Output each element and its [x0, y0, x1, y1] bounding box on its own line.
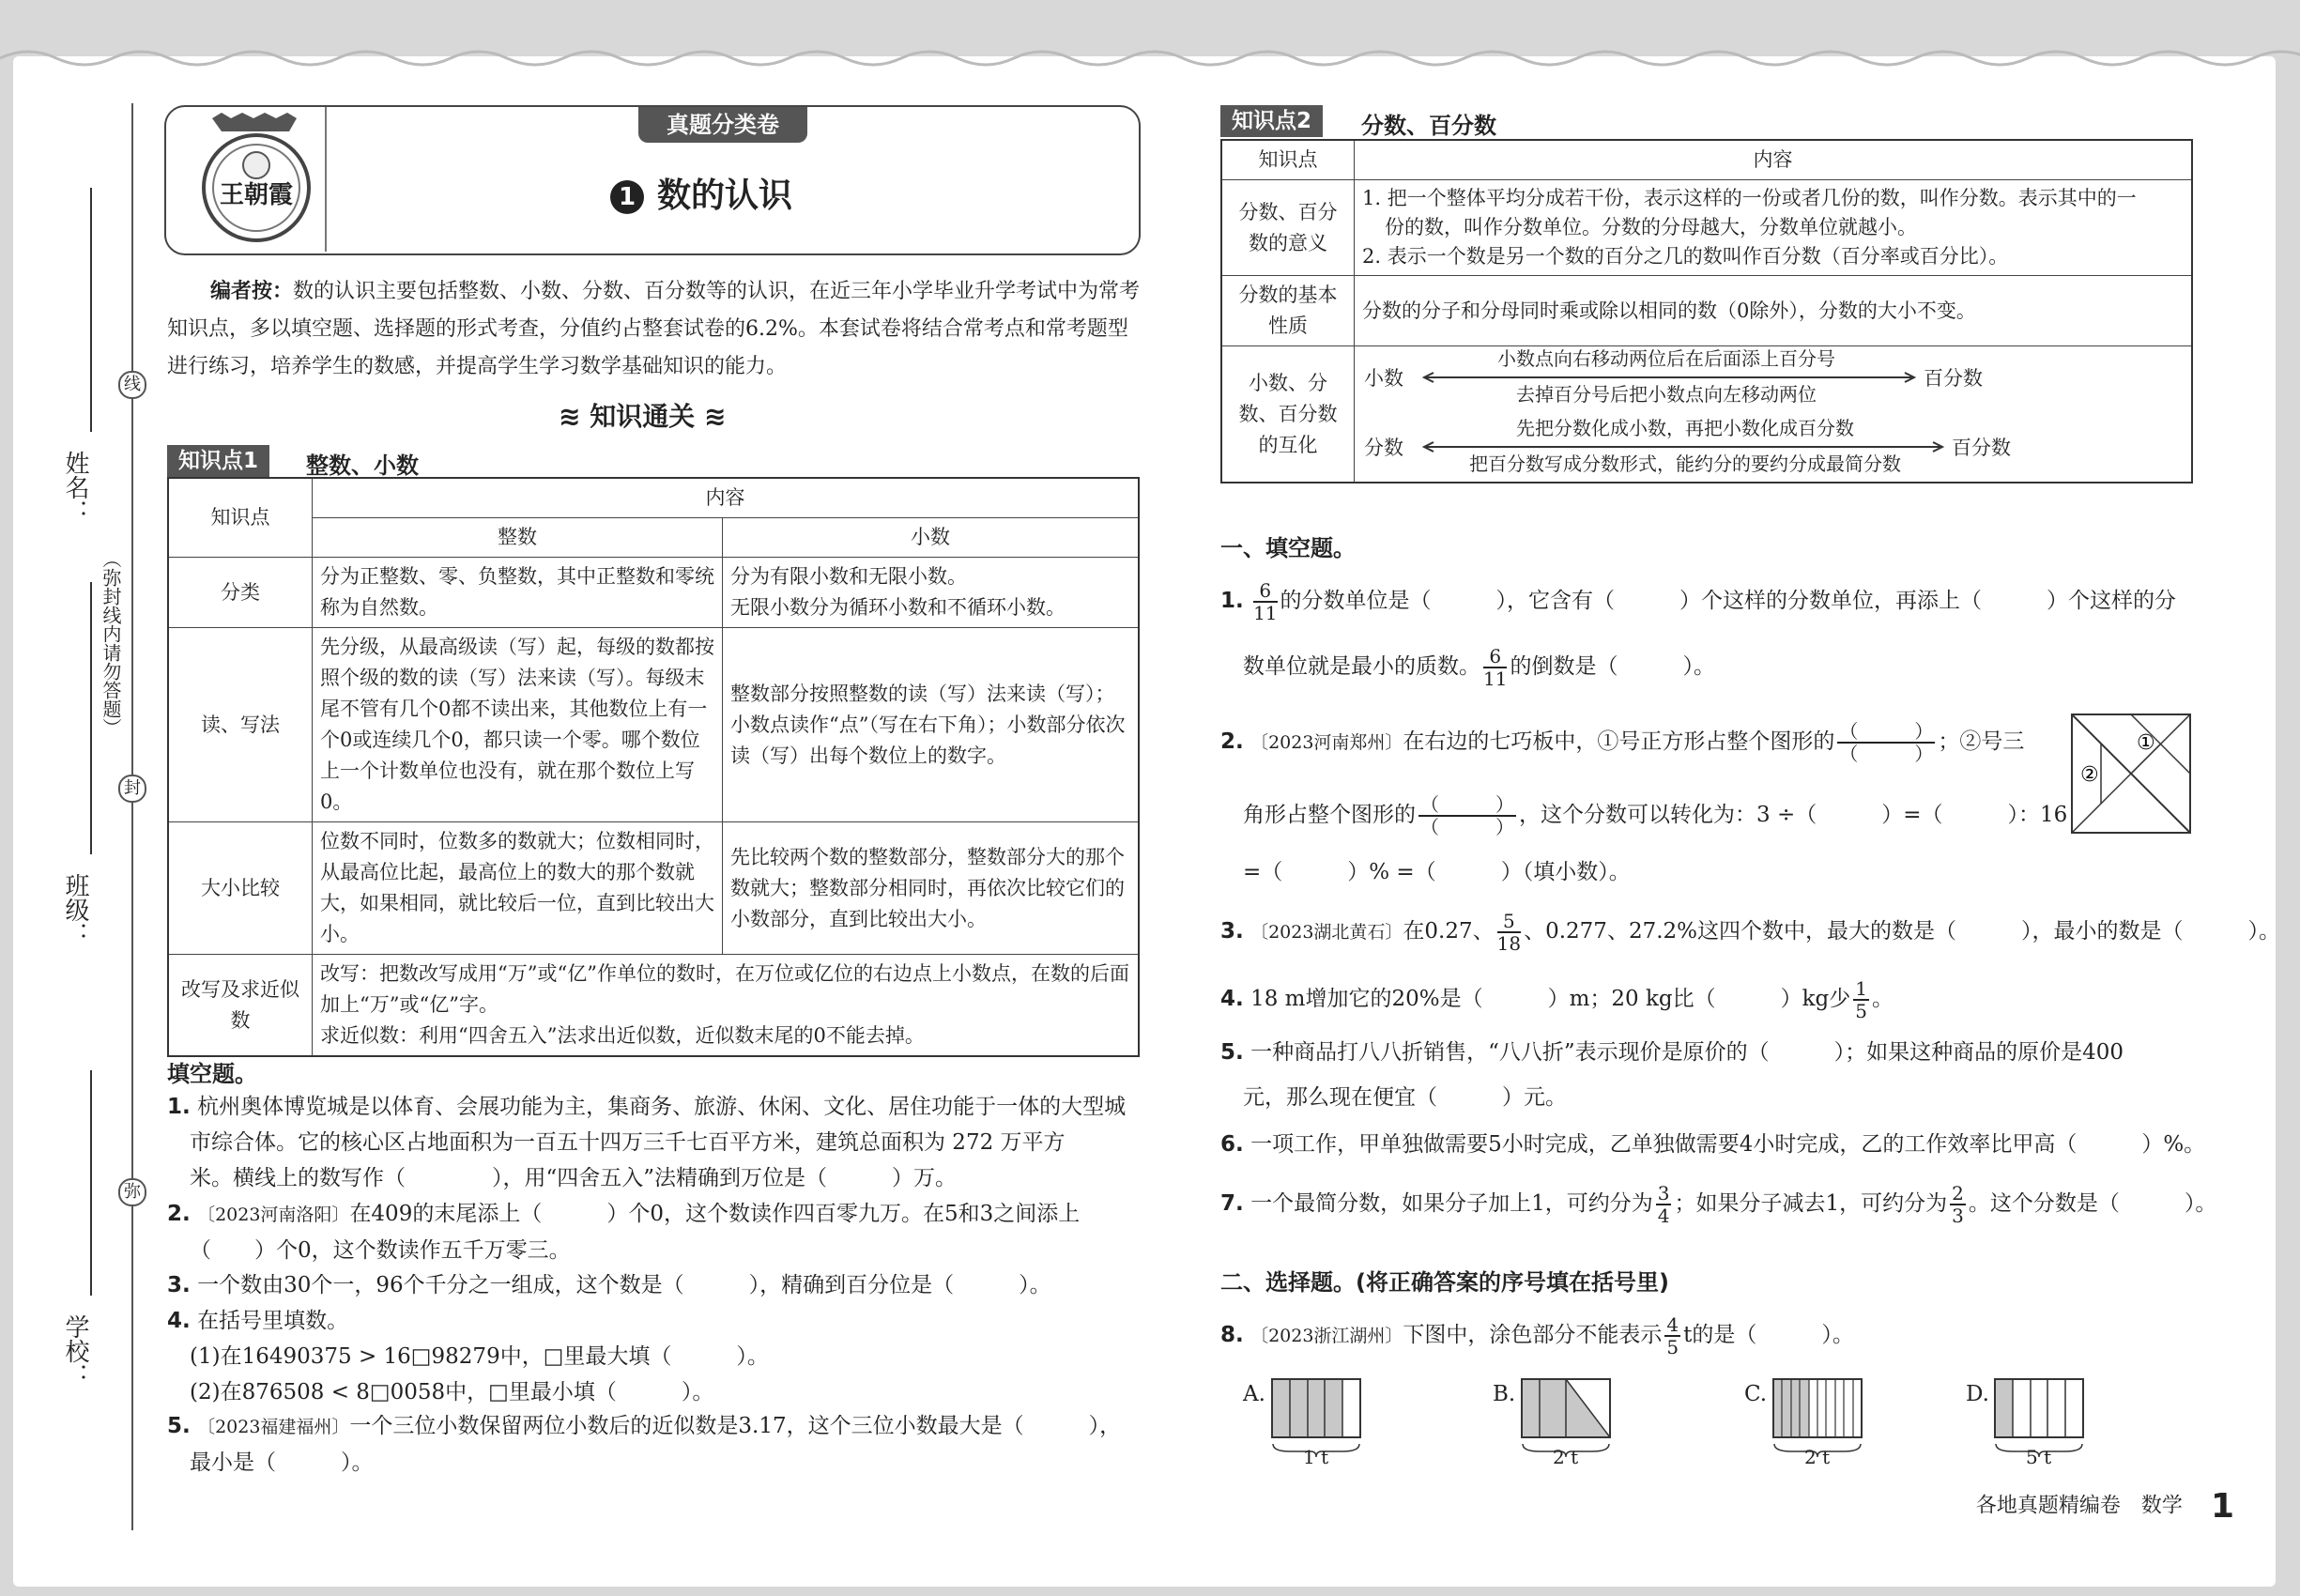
school-blank	[90, 1070, 92, 1296]
r-question-2-cont	[1243, 794, 2067, 837]
name-blank	[90, 188, 92, 432]
fraction	[1853, 978, 1869, 1021]
fraction-den: 3	[1952, 1205, 1964, 1227]
q-num: 6.	[1220, 1132, 1244, 1157]
q-text: ；②号三	[1938, 729, 2025, 754]
question-2	[167, 1196, 1080, 1268]
option-b-label[interactable]: B.	[1493, 1382, 1516, 1406]
q-source: 〔2023浙江湖州〕	[1250, 1326, 1403, 1346]
fraction-num: 6	[1253, 580, 1277, 603]
q-text: 最小是（ ）。	[190, 1450, 374, 1475]
k1-head-k: 知识点	[168, 478, 313, 558]
row-merged: 改写：把数改写成用“万”或“亿”作单位的数时，在万位或亿位的右边点上小数点，在数的后面加上“万”或“亿”字。 求近似数：利用“四舍五入”法求出近似数，近似数末尾的0不能去掉。	[313, 955, 1140, 1057]
fraction-den: 11	[1483, 668, 1508, 690]
option-c-label[interactable]: C.	[1744, 1382, 1768, 1406]
binding-line	[131, 103, 133, 1530]
row-key: 分类	[168, 558, 313, 628]
question-3	[167, 1267, 1051, 1303]
title-text: 数的认识	[657, 176, 793, 215]
svg-text:①: ①	[2137, 731, 2155, 755]
q-num: 2.	[1220, 729, 1244, 754]
intro-paragraph	[167, 272, 1143, 386]
table-row	[168, 822, 1139, 955]
q-num: 1.	[167, 1095, 191, 1119]
table-row	[168, 628, 1139, 822]
fraction	[1950, 1183, 1966, 1226]
page-number: 1	[2210, 1487, 2234, 1526]
q-text: 。	[1872, 987, 1894, 1011]
svg-text:②: ②	[2080, 763, 2099, 787]
section-heading: ≋ 知识通关 ≋	[559, 401, 727, 432]
k1-head-content: 内容	[313, 478, 1140, 518]
k2-badge: 知识点2	[1220, 105, 1323, 137]
conv-to: 百分数	[1952, 437, 2011, 459]
row-dec: 整数部分按照整数的读（写）法来读（写）；小数点读作“点”（写在右下角）；小数部分依次读（写）出每个数位上的数字。	[723, 628, 1140, 822]
r-question-1-cont	[1243, 646, 1715, 689]
q-text: 下图中，涂色部分不能表示	[1403, 1323, 1663, 1347]
svg-text:王朝霞: 王朝霞	[219, 181, 294, 209]
q-source: 〔2023湖北黄石〕	[1250, 922, 1403, 943]
r-question-1	[1220, 580, 2176, 623]
r-question-2	[1220, 721, 2024, 764]
conv-top: 小数点向右移动两位后在后面添上百分号	[1497, 347, 1835, 370]
q-text: 。这个分数是（ ）。	[1968, 1191, 2217, 1216]
option-a-caption: 1 t	[1303, 1446, 1329, 1468]
row-key: 读、写法	[168, 628, 313, 822]
k2-head-content: 内容	[1355, 140, 2193, 180]
fraction	[1253, 580, 1277, 623]
row-line: 份的数，叫作分数单位。分数的分母越大，分数单位就越小。	[1385, 216, 1917, 238]
q-text: 米。横线上的数写作（ ），用“四舍五入”法精确到万位是（ ）万。	[190, 1166, 958, 1190]
fraction	[1483, 646, 1507, 689]
k2-title: 分数、百分数	[1361, 113, 1496, 139]
footer-text: 各地真题精编卷 数学	[1975, 1494, 2183, 1518]
fraction-den: 11	[1253, 602, 1278, 624]
q-num: 1.	[1220, 589, 1244, 613]
option-b-caption: 2 t	[1553, 1446, 1579, 1468]
table-row	[1221, 180, 2192, 276]
intro-label: 编者按：	[210, 279, 294, 303]
row-line: 1. 把一个整体平均分成若干份，表示这样的一份或者几份的数，叫作分数。表示其中的一	[1362, 187, 2137, 209]
torn-edge	[0, 41, 2300, 69]
k2-table	[1220, 139, 2193, 483]
fraction-num: 3	[1657, 1182, 1670, 1205]
conv-from: 小数	[1364, 367, 1403, 390]
conv-from: 分数	[1364, 437, 1403, 459]
name-label: 姓名：	[61, 451, 89, 524]
fraction-num: 4	[1666, 1313, 1679, 1336]
q-text: 在右边的七巧板中，①号正方形占整个图形的	[1403, 729, 1835, 754]
q-text: 在0.27、	[1403, 919, 1495, 944]
page-footer	[1976, 1487, 2234, 1526]
q-num: 4.	[167, 1309, 191, 1333]
option-a-label[interactable]: A.	[1243, 1382, 1265, 1406]
row-key: 小数、分数、百分数的互化	[1221, 346, 1355, 483]
conv-top: 先把分数化成小数，再把小数化成百分数	[1516, 417, 1854, 439]
q-num: 5.	[167, 1414, 191, 1438]
q-num: 3.	[167, 1273, 191, 1297]
class-blank	[90, 582, 92, 854]
table-row	[1221, 276, 2192, 346]
row-line: 2. 表示一个数是另一个数的百分之几的数叫作百分数（百分率或百分比）。	[1362, 245, 2009, 268]
k1-table	[167, 477, 1140, 1057]
q-num: 4.	[1220, 987, 1244, 1011]
row-int: 先分级，从最高级读（写）起，每级的数都按照个级的数的读（写）法来读（写）。每级末尾不管有几个0都不读出来，其他数位上有一个0或连续几个0，都只读一个零。哪个数位上一个计数单位也没有，就在那个数位上写0。	[313, 628, 723, 822]
fraction	[1664, 1314, 1680, 1358]
r-question-4	[1220, 978, 1894, 1021]
row-key: 分数、百分数的意义	[1221, 180, 1355, 276]
fraction-num: （ ）	[1839, 720, 1934, 743]
row-dec: 分为有限小数和无限小数。 无限小数分为循环小数和不循环小数。	[723, 558, 1140, 628]
q-num: 2.	[167, 1202, 191, 1226]
option-d-label[interactable]: D.	[1966, 1382, 1989, 1406]
fraction-den: （ ）	[1839, 743, 1934, 765]
left-section-title: 填空题。	[167, 1061, 257, 1087]
q-num: 7.	[1220, 1191, 1244, 1216]
k1-badge: 知识点1	[167, 445, 269, 477]
mark-mi: 弥	[118, 1178, 146, 1206]
question-4	[167, 1303, 769, 1410]
r-question-7	[1220, 1183, 2216, 1226]
tangram-figure	[2071, 714, 2191, 834]
choice-section-title: 二、选择题。(将正确答案的序号填在括号里)	[1220, 1269, 1669, 1296]
fraction-den: 4	[1657, 1205, 1670, 1227]
r-question-6	[1220, 1127, 2205, 1162]
row-int: 位数不同时，位数多的数就大；位数相同时，从最高位比起，最高位上的数大的那个数就大，如果相同，就比较后一位，直到比较出大小。	[313, 822, 723, 955]
fill-section-title: 一、填空题。	[1220, 535, 1356, 561]
conv-bottom: 去掉百分号后把小数点向左移动两位	[1516, 383, 1817, 406]
fraction-den: 5	[1855, 1000, 1868, 1022]
q-text: 在409的末尾添上（ ）个0，这个数读作四百零九万。在5和3之间添上	[349, 1202, 1081, 1226]
row-key: 大小比较	[168, 822, 313, 955]
title-number: 1	[610, 180, 644, 214]
r-question-2-end: =（ ）% =（ ）（填小数）。	[1243, 860, 1631, 884]
q-text: 市综合体。它的核心区占地面积为一百五十四万三千七百平方米，建筑总面积为 272 万平方	[190, 1130, 1066, 1155]
option-c-caption: 2 t	[1804, 1446, 1831, 1468]
row-int: 分为正整数、零、负整数，其中正整数和零统称为自然数。	[313, 558, 723, 628]
fraction	[1497, 911, 1521, 954]
q-text: 杭州奥体博览城是以体育、会展功能为主，集商务、旅游、休闲、文化、居住功能于一体的大型城	[197, 1095, 1127, 1119]
q-text: t的是（ ）。	[1683, 1323, 1854, 1347]
school-label: 学校：	[61, 1314, 89, 1388]
r-question-8	[1220, 1314, 1854, 1358]
q-text: 一个数由30个一，96个千分之一组成，这个数是（ ），精确到百分位是（ ）。	[197, 1273, 1051, 1297]
q-text: ；如果分子减去1，可约分为	[1674, 1191, 1948, 1216]
q-text: (1)在16490375 > 16□98279中，□里最大填（ ）。	[190, 1344, 769, 1369]
fraction-num: （ ）	[1420, 793, 1514, 816]
intro-line: 数的认识主要包括整数、小数、分数、百分数等的认识，在近三年小学毕业升学考试中为常考	[293, 280, 1141, 303]
row-line: 分数的分子和分母同时乘或除以相同的数（0除外），分数的大小不变。	[1355, 276, 2193, 346]
q-text: （ ）个0，这个数读作五千万零三。	[190, 1238, 571, 1263]
k1-title: 整数、小数	[306, 453, 419, 479]
fraction-den: 18	[1496, 932, 1522, 955]
q-text: 一个三位小数保留两位小数后的近似数是3.17，这个三位小数最大是（ ），	[349, 1414, 1122, 1438]
r-question-5	[1220, 1035, 2124, 1070]
fraction-den: 5	[1666, 1336, 1679, 1358]
q-source: 〔2023河南郑州〕	[1250, 732, 1403, 753]
conv-bottom: 把百分数写成分数形式，能约分的要约分成最简分数	[1469, 453, 1901, 475]
q-text: 角形占整个图形的	[1243, 803, 1416, 827]
row-key: 改写及求近似数	[168, 955, 313, 1057]
fraction-num: 1	[1855, 977, 1868, 1000]
q-text: 、0.277、27.2%这四个数中，最大的数是（ ），最小的数是（ ）。	[1524, 919, 2281, 944]
mark-feng: 封	[118, 775, 146, 803]
page-title	[610, 169, 792, 217]
question-1	[167, 1089, 1126, 1196]
k2-head-k: 知识点	[1221, 140, 1355, 180]
answer-fraction[interactable]	[1418, 794, 1516, 837]
q-text: 一项工作，甲单独做需要5小时完成，乙单独做需要4小时完成，乙的工作效率比甲高（ ）%。	[1250, 1132, 2206, 1157]
q-text: 18 m增加它的20%是（ ）m；20 kg比（ ）kg少	[1250, 987, 1851, 1011]
fraction-num: 5	[1497, 911, 1521, 933]
row-key: 分数的基本性质	[1221, 276, 1355, 346]
mark-xian: 线	[118, 371, 146, 399]
fraction-num: 6	[1483, 646, 1507, 668]
q-num: 3.	[1220, 919, 1244, 944]
q-text: 一个最简分数，如果分子加上1，可约分为	[1250, 1191, 1653, 1216]
fraction-den: （ ）	[1420, 816, 1514, 838]
q-text: (2)在876508 < 8□0058中，□里最小填（ ）。	[190, 1380, 714, 1404]
section-heading-text: 知识通关	[590, 401, 696, 432]
r-question-5-cont: 元，那么现在便宜（ ）元。	[1243, 1085, 1567, 1110]
answer-fraction[interactable]	[1837, 721, 1935, 764]
conv-to: 百分数	[1924, 367, 1983, 390]
intro-line: 进行练习，培养学生的数感，并提高学生学习数学基础知识的能力。	[167, 355, 788, 378]
fraction	[1656, 1183, 1672, 1226]
table-row	[168, 558, 1139, 628]
brand-logo-icon	[186, 111, 327, 244]
q-text: 一种商品打八八折销售，“八八折”表示现价是原价的（ ）；如果这种商品的原价是400	[1250, 1040, 2124, 1065]
q-text: 的倒数是（ ）。	[1510, 654, 1715, 679]
q-num: 5.	[1220, 1040, 1244, 1065]
q-text: 的分数单位是（ ），它含有（ ）个这样的分数单位，再添上（ ）个这样的分	[1280, 589, 2177, 613]
banner-tab: 真题分类卷	[638, 107, 807, 143]
row-dec: 先比较两个数的整数部分，整数部分大的那个数就大；整数部分相同时，再依次比较它们的小数部分，直到比较出大小。	[723, 822, 1140, 955]
notice-text: （弥封线内请勿答题）	[100, 549, 122, 737]
k1-head-dec: 小数	[723, 518, 1140, 558]
intro-line: 知识点，多以填空题、选择题的形式考查，分值约占整套试卷的6.2%。本套试卷将结合常考点和常考题型	[167, 317, 1128, 341]
option-d-caption: 5 t	[2026, 1446, 2052, 1468]
table-row	[168, 955, 1139, 1057]
q-source: 〔2023河南洛阳〕	[197, 1205, 350, 1225]
class-label: 班级：	[61, 873, 89, 946]
q-text: 数单位就是最小的质数。	[1243, 654, 1480, 679]
q-source: 〔2023福建福州〕	[197, 1417, 350, 1437]
r-question-3	[1220, 911, 2280, 954]
fraction-num: 2	[1952, 1182, 1964, 1205]
q-text: ，这个分数可以转化为：3 ÷（ ）=（ ）：16	[1519, 803, 2068, 827]
q-num: 8.	[1220, 1323, 1244, 1347]
q-text: 在括号里填数。	[197, 1309, 349, 1333]
k1-head-int: 整数	[313, 518, 723, 558]
table-row	[1221, 346, 2192, 483]
question-5	[167, 1408, 1121, 1481]
